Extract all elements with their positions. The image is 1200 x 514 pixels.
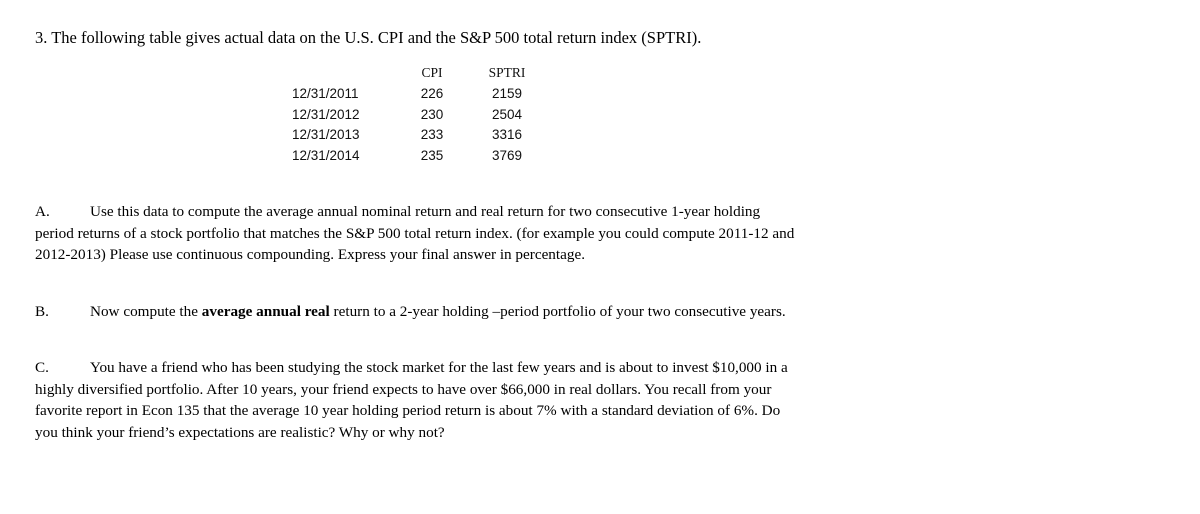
part-b-text-before: Now compute the xyxy=(90,303,202,320)
cpi-sptri-table xyxy=(292,63,552,166)
table-row xyxy=(292,84,552,105)
part-a-text: Use this data to compute the average annual nominal return and real return for two consecutive 1-year holding period returns of a stock portfolio that matches the S&P 500 total return index. (for example you could compute 2011-12 and 2012-2013) Please use continuous compounding. Express your final answer in percentage. xyxy=(35,203,795,264)
date-cell: 12/31/2013 xyxy=(292,127,360,143)
cpi-cell: 226 xyxy=(420,86,444,102)
date-cell: 12/31/2012 xyxy=(292,106,360,122)
question-intro: 3. The following table gives actual data on the U.S. CPI and the S&P 500 total return index (SPTRI). xyxy=(35,28,702,47)
part-c-text: You have a friend who has been studying the stock market for the last few years and is about to invest $10,000 in a highly diversified portfolio. After 10 years, your friend expects to have over $66,000 in real dollars. You recall from your favorite report in Econ 135 that the average 10 year holding period return is about 7% with a standard deviation of 6%. Do you think your friend’s expectations are realistic? Why or why not? xyxy=(35,359,788,442)
cpi-cell: 235 xyxy=(420,147,444,163)
part-b-label: B. xyxy=(35,303,49,320)
part-a-paragraph xyxy=(35,201,795,266)
table-row xyxy=(292,145,552,166)
table-header-row xyxy=(292,63,552,84)
cpi-cell: 233 xyxy=(420,127,444,143)
cpi-column-header: CPI xyxy=(421,65,443,81)
part-b-paragraph xyxy=(35,301,795,323)
date-cell: 12/31/2011 xyxy=(292,86,359,102)
part-c-label: C. xyxy=(35,359,49,376)
part-a-label: A. xyxy=(35,203,50,220)
table-row xyxy=(292,104,552,125)
date-cell: 12/31/2014 xyxy=(292,147,360,163)
table-row xyxy=(292,125,552,146)
sptri-cell: 2159 xyxy=(491,86,523,102)
cpi-cell: 230 xyxy=(420,106,444,122)
part-c-paragraph xyxy=(35,357,790,444)
sptri-cell: 3769 xyxy=(491,147,523,163)
part-b-text-after: return to a 2-year holding –period portfolio of your two consecutive years. xyxy=(329,303,786,320)
sptri-column-header: SPTRI xyxy=(488,65,526,81)
sptri-cell: 2504 xyxy=(491,106,523,122)
sptri-cell: 3316 xyxy=(491,127,523,143)
date-column-header xyxy=(292,63,402,84)
part-b-emphasis: average annual real xyxy=(201,303,330,320)
